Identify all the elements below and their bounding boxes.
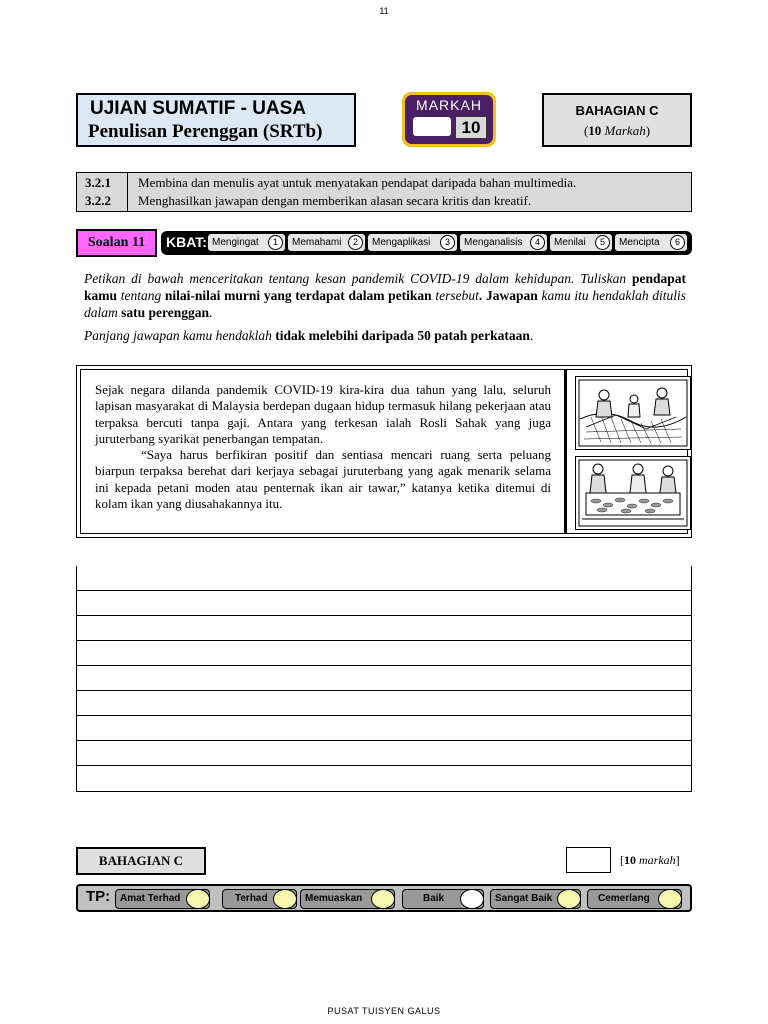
answer-line	[77, 665, 691, 666]
tp-checkbox[interactable]	[460, 889, 484, 909]
standards-table	[76, 172, 692, 212]
instruction-segment: pendapat kamu	[84, 271, 686, 303]
standard-code: 3.2.1	[85, 175, 111, 190]
markah-badge	[402, 92, 496, 147]
kbat-level: Menganalisis 4	[460, 234, 547, 251]
standard-text: Membina dan menulis ayat untuk menyatakan pendapat daripada bahan multimedia.	[138, 175, 577, 190]
marks-note: [10 markah]	[620, 853, 680, 867]
standard-text: Menghasilkan jawapan dengan memberikan alasan secara kritis dan kreatif.	[138, 193, 532, 208]
instructions	[84, 270, 686, 350]
title-box	[76, 93, 356, 147]
kbat-level: Mencipta 6	[615, 234, 687, 251]
passage-box	[76, 365, 692, 538]
tp-level: Memuaskan	[300, 889, 395, 909]
answer-line	[77, 640, 691, 641]
answer-line	[77, 791, 691, 792]
kbat-label: KBAT:	[166, 234, 207, 250]
instruction-segment: nilai-nilai murni yang terdapat dalam petikan	[164, 288, 436, 303]
exam-title: UJIAN SUMATIF - UASA	[90, 98, 307, 119]
passage-paragraph: “Saya harus berfikiran positif dan sentiasa mencari ruang serta peluang biarpun terpaksa berehat dari kerjaya sebagai juruterbang yang agak menarik selama ini kepada petani moden atau penternak ikan air tawar,” katanya ketika ditemui di kolam ikan yang diusahakannya itu.	[95, 447, 551, 512]
instruction-segment: .	[529, 328, 534, 343]
answer-line	[77, 590, 691, 591]
kbat-level: Memahami 2	[288, 234, 365, 251]
tp-checkbox[interactable]	[186, 889, 210, 909]
instruction-segment: Panjang jawapan kamu hendaklah	[84, 328, 276, 343]
instruction-segment: tentang	[120, 288, 165, 303]
answer-line	[77, 615, 691, 616]
answer-line	[77, 740, 691, 741]
instruction-segment: tidak melebihi daripada 50 patah perkataan	[275, 328, 530, 343]
bahagian-box	[542, 93, 692, 147]
kbat-bar	[161, 231, 692, 255]
tp-level: Baik	[402, 889, 484, 909]
fishing-illustration	[575, 376, 691, 450]
markah-value: 10	[455, 116, 487, 139]
bahagian-marks: (10 Markah)	[583, 123, 651, 138]
fish-pond-illustration	[575, 456, 691, 530]
instruction-segment: Petikan di bawah menceritakan tentang kesan pandemik COVID-19 dalam kehidupan. Tuliskan	[84, 271, 632, 286]
tp-label: TP:	[86, 888, 111, 905]
answer-line	[77, 715, 691, 716]
instruction-paragraph	[84, 327, 686, 344]
footer-text: PUSAT TUISYEN GALUS	[327, 1006, 441, 1016]
tp-checkbox[interactable]	[557, 889, 581, 909]
kbat-level: Mengaplikasi 3	[368, 234, 457, 251]
answer-line	[77, 690, 691, 691]
kbat-level: Menilai 5	[550, 234, 612, 251]
exam-subtitle: Penulisan Perenggan (SRTb)	[88, 121, 323, 142]
markah-blank	[413, 117, 451, 136]
instruction-segment: kamu itu hendaklah ditulis dalam	[84, 288, 687, 320]
score-box[interactable]	[566, 847, 611, 873]
tp-level: Sangat Baik	[490, 889, 581, 909]
question-label: Soalan 11	[76, 229, 157, 257]
instruction-segment: satu perenggan	[121, 305, 210, 320]
bahagian-title: BAHAGIAN C	[575, 103, 659, 118]
tp-checkbox[interactable]	[658, 889, 682, 909]
markah-label: MARKAH	[416, 97, 482, 113]
tp-bar	[76, 884, 692, 912]
tp-checkbox[interactable]	[273, 889, 297, 909]
instruction-paragraph	[84, 270, 686, 321]
standard-code: 3.2.2	[85, 193, 111, 208]
kbat-level: Mengingat 1	[208, 234, 285, 251]
answer-area[interactable]	[76, 566, 692, 792]
tp-level: Terhad	[222, 889, 297, 909]
tp-checkbox[interactable]	[371, 889, 395, 909]
tp-level: Amat Terhad	[115, 889, 210, 909]
tp-level: Cemerlang	[587, 889, 682, 909]
instruction-segment: tersebut	[435, 288, 479, 303]
answer-line	[77, 765, 691, 766]
instruction-segment: . Jawapan	[478, 288, 542, 303]
passage-text	[95, 382, 551, 512]
bahagian-footer-label: BAHAGIAN C	[76, 847, 206, 875]
instruction-segment: .	[209, 305, 213, 320]
page-number: 11	[379, 6, 389, 16]
passage-paragraph: Sejak negara dilanda pandemik COVID-19 kira-kira dua tahun yang lalu, seluruh lapisan masyarakat di Malaysia berdepan dugaan hidup termasuk hilang pekerjaan atau terpaksa bercuti tanpa gaji. Antara yang terkesan ialah Rosli Sahak yang juga juruterbang syarikat penerbangan tempatan.	[95, 382, 551, 446]
passage-divider	[564, 370, 567, 533]
